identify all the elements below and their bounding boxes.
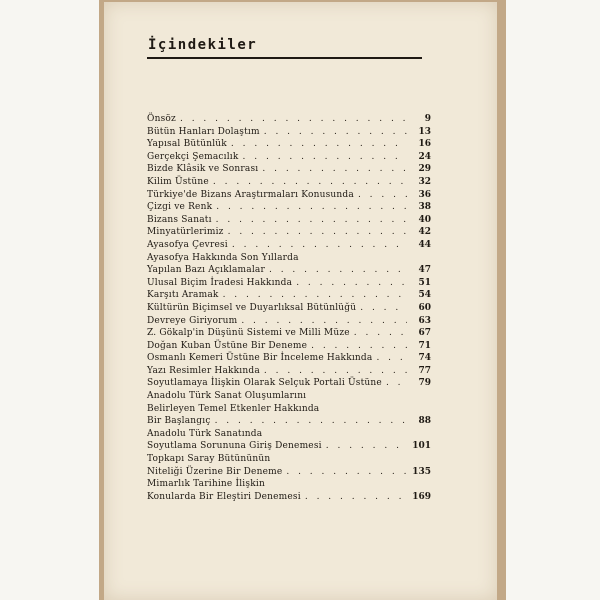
toc-entry-title: Bütün Hanları Dolaştım [147,126,260,137]
toc-entry [147,453,431,466]
dot-leader [216,214,407,227]
dot-leader [231,138,407,151]
dot-leader [286,466,407,479]
toc-entry-page: 36 [418,189,431,200]
dot-leader [232,239,407,252]
toc-entry [147,491,431,504]
dot-leader [360,302,407,315]
toc-entry-title: Belirleyen Temel Etkenler Hakkında [147,403,320,414]
dot-leader [228,226,407,239]
toc-entry-title: Doğan Kuban Üstüne Bir Deneme [147,340,308,351]
toc-entry-title: Z. Gökalp'in Düşünü Sistemi ve Milli Müze [147,328,350,339]
dot-leader [216,201,407,214]
toc-entry [147,226,431,239]
toc-entry-page: 54 [418,290,431,301]
toc-entry-page: 77 [418,365,431,376]
toc-entry-page: 71 [418,340,431,351]
toc-entry-page: 60 [418,302,431,313]
toc-entry [147,315,431,328]
toc-entry-title: Topkapı Saray Bütününün [147,454,271,465]
dot-leader [223,289,407,302]
toc-entry [147,327,431,340]
toc-entry [147,264,431,277]
toc-entry-title: Soyutlama Sorununa Giriş Denemesi [147,441,322,452]
toc-entry-page: 47 [418,265,431,276]
toc-entry-title: Soyutlamaya İlişkin Olarak Selçuk Portali Üstüne [147,378,382,389]
toc-entry [147,390,431,403]
toc-entry-title: Anadolu Türk Sanatında [147,428,263,439]
toc-entry-page: 101 [412,441,431,452]
toc-entry-title: Bizde Klâsik ve Sonrası [147,164,259,175]
toc-entry-title: Ayasofya Çevresi [147,239,228,250]
toc-entry-page: 16 [418,139,431,150]
toc-entry-title: Anadolu Türk Sanat Oluşumlarını [147,391,307,402]
toc-entry [147,403,431,416]
toc-entry-title: Karşıtı Aramak [147,290,219,301]
toc-entry-page: 29 [418,164,431,175]
toc-entry-page: 9 [424,114,431,124]
toc-entry-title: Minyatürlerimiz [147,227,224,238]
page-title: İçindekiler [148,37,258,53]
toc-entry-title: Çizgi ve Renk [147,202,213,213]
dot-leader [311,340,407,353]
toc-entry [147,302,431,315]
dot-leader [305,491,407,504]
dot-leader [262,163,407,176]
toc-entry-title: Yazı Resimler Hakkında [147,365,260,376]
toc-entry-page: 42 [418,227,431,238]
toc-entry-title: Bir Başlangıç [147,416,211,427]
toc-entry-title: Kilim Üstüne [147,176,209,187]
toc-entry [147,478,431,491]
dot-leader [386,377,407,390]
toc-entry [147,201,431,214]
toc-entry-title: Önsöz [147,114,176,124]
toc-entry [147,365,431,378]
toc-entry [147,113,431,126]
toc-entry-title: Kültürün Biçimsel ve Duyarlıksal Bütünlüğü [147,302,357,313]
toc-entry-title: Osmanlı Kemeri Üstüne Bir İnceleme Hakkında [147,353,373,364]
toc-entry-title: Yapılan Bazı Açıklamalar [147,265,265,276]
toc-entry-page: 40 [418,214,431,225]
toc-entry [147,239,431,252]
dot-leader [376,352,407,365]
dot-leader [354,327,407,340]
toc-entry-page: 67 [418,328,431,339]
toc-entry [147,214,431,227]
toc-entry [147,466,431,479]
toc-entry [147,176,431,189]
toc-entry [147,277,431,290]
toc-entry-title: Yapısal Bütünlük [147,139,227,150]
dot-leader [243,151,407,164]
toc-entry [147,138,431,151]
dot-leader [358,189,407,202]
toc-entry-page: 74 [418,353,431,364]
toc-entry [147,352,431,365]
toc-entry-title: Konularda Bir Eleştiri Denemesi [147,491,301,502]
toc-entry [147,189,431,202]
toc-entry-title: Devreye Giriyorum [147,315,238,326]
toc-entry-title: Bizans Sanatı [147,214,212,225]
toc-entry-title: Niteliği Üzerine Bir Deneme [147,466,283,477]
dot-leader [241,315,407,328]
toc-entry-page: 38 [418,202,431,213]
toc-entry-page: 79 [418,378,431,389]
toc-entry [147,163,431,176]
dot-leader [264,126,407,139]
toc-entry [147,289,431,302]
toc-entry [147,377,431,390]
toc-entry-title: Mimarlık Tarihine İlişkin [147,479,265,490]
toc-entry [147,440,431,453]
toc-entry [147,415,431,428]
dot-leader [264,365,407,378]
toc-entry-page: 88 [418,416,431,427]
toc-entry [147,252,431,265]
table-of-contents [147,113,431,503]
title-rule [147,57,422,59]
toc-entry-page: 63 [418,315,431,326]
toc-entry-title: Ayasofya Hakkında Son Yıllarda [147,252,299,263]
toc-entry-page: 32 [418,176,431,187]
dot-leader [215,415,407,428]
toc-entry-title: Türkiye'de Bizans Araştırmaları Konusunda [147,189,354,200]
dot-leader [326,440,407,453]
toc-entry-page: 24 [418,151,431,162]
dot-leader [180,113,407,126]
dot-leader [296,277,407,290]
toc-entry-title: Ulusal Biçim İradesi Hakkında [147,277,293,288]
toc-entry [147,340,431,353]
dot-leader [269,264,407,277]
dot-leader [213,176,407,189]
toc-entry [147,126,431,139]
toc-entry-page: 44 [418,239,431,250]
toc-entry-page: 169 [412,491,431,502]
toc-entry-page: 13 [418,126,431,137]
toc-entry-title: Gerçekçi Şemacılık [147,151,239,162]
toc-entry [147,428,431,441]
toc-entry-page: 51 [418,277,431,288]
toc-entry-page: 135 [412,466,431,477]
toc-entry [147,151,431,164]
